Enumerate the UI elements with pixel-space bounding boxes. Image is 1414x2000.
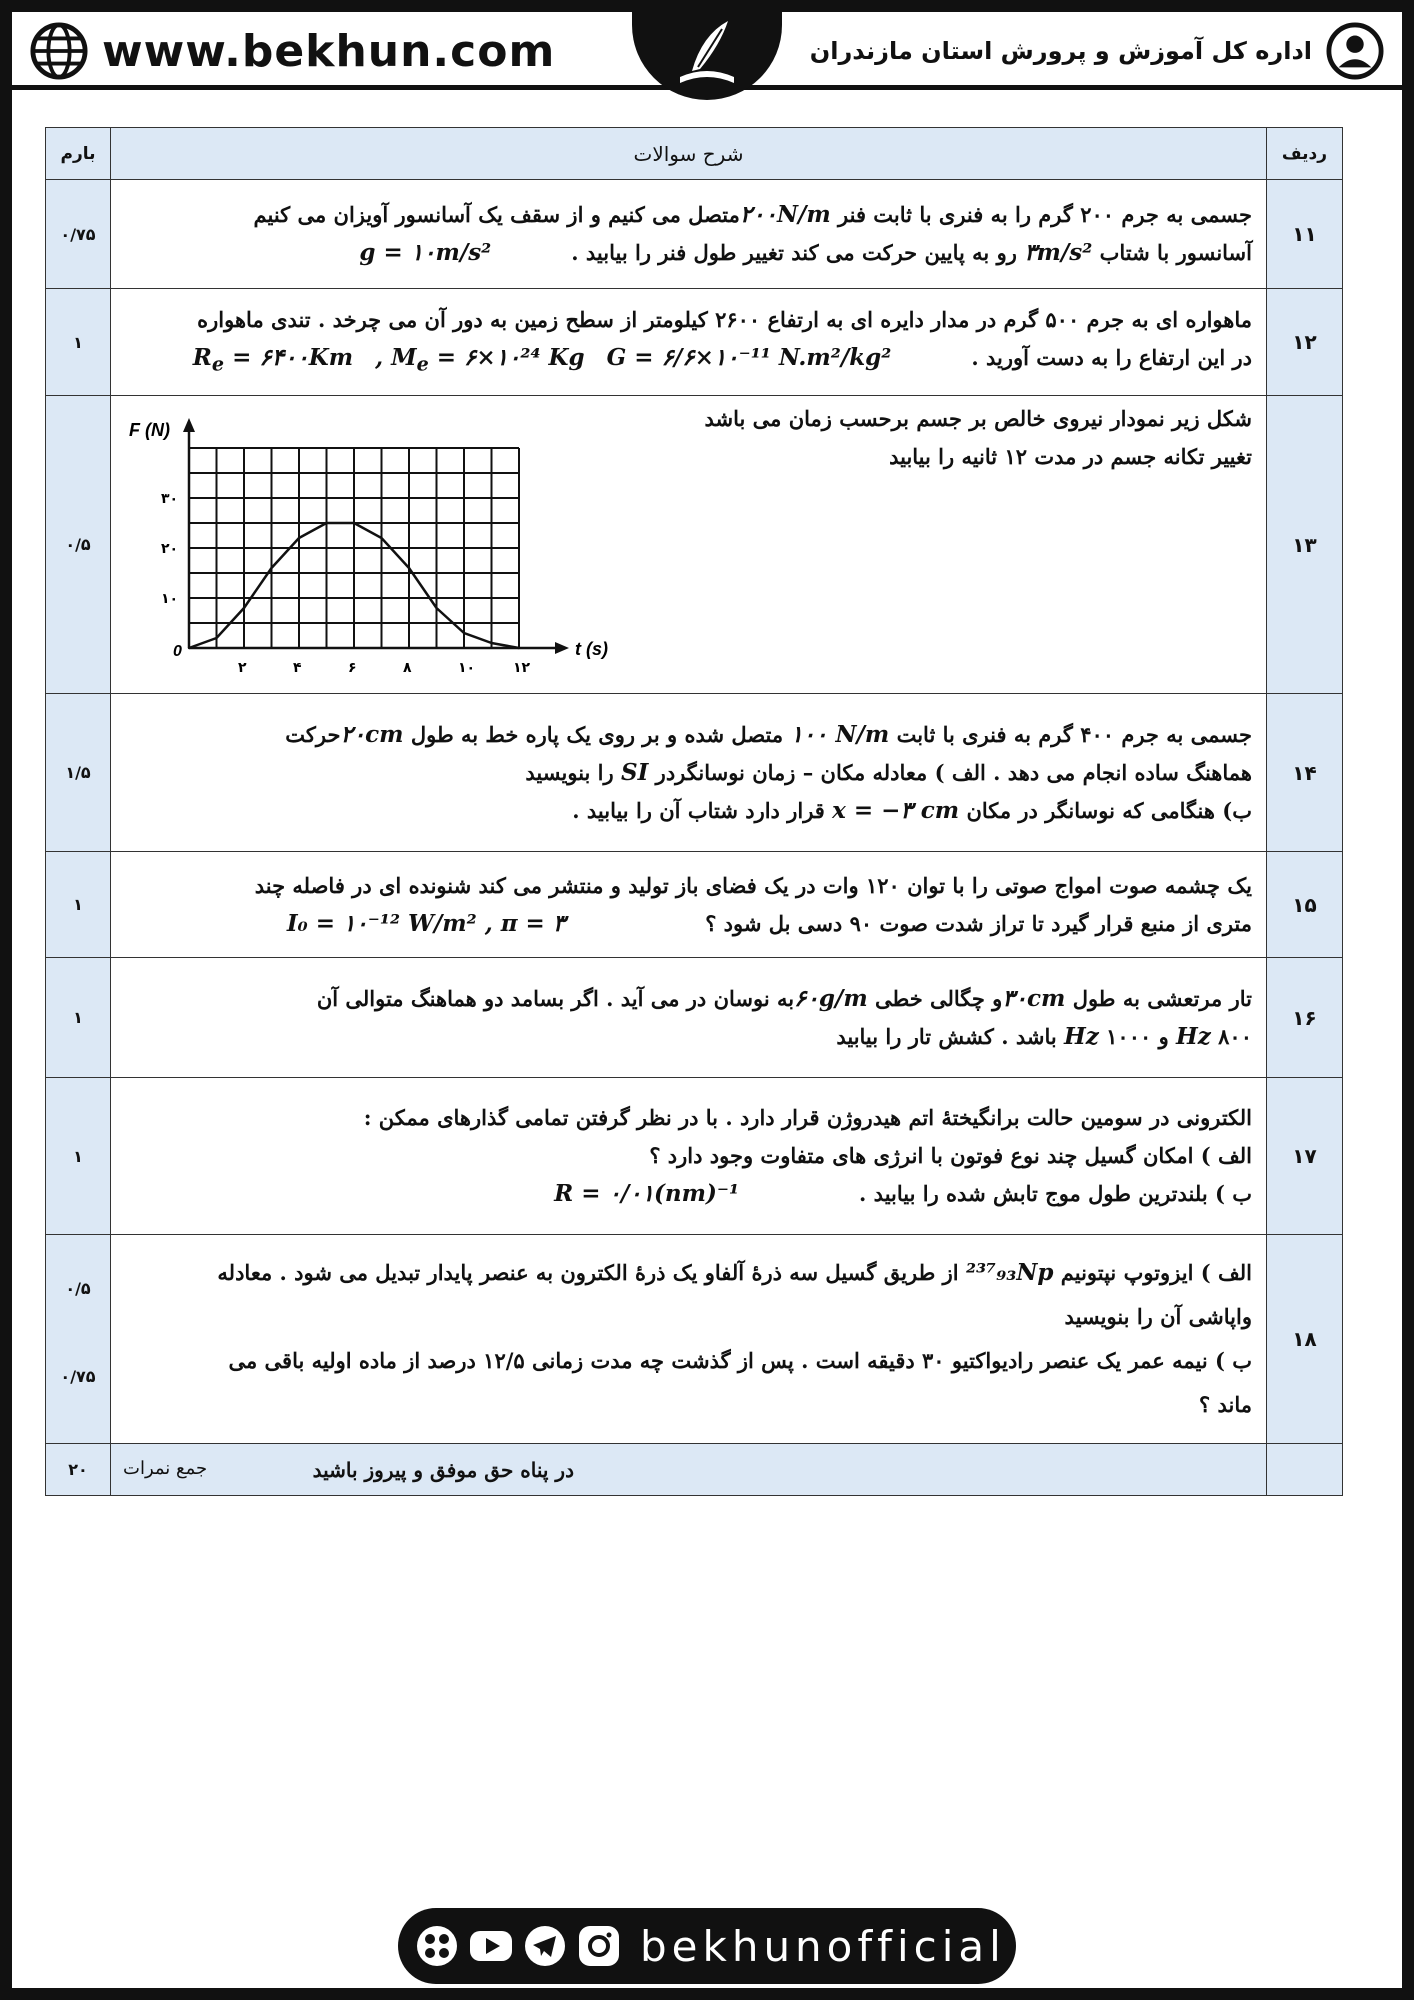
data-point xyxy=(353,522,355,524)
question-text: یک چشمه صوت امواج صوتی را با توان ۱۲۰ وات در یک فضای باز تولید و منتشر می کند شنونده ای در فاصله چند متری از منبع قرار گیرد تا تراز شدت صوت ۹۰ دسی بل شود ؟I₀ = ۱۰⁻¹² W/m² , π = ۳ xyxy=(111,852,1267,958)
question-row-11 xyxy=(46,180,1343,289)
question-score: ۰/۵ xyxy=(46,396,111,694)
user-icon xyxy=(1326,22,1384,80)
question-score: ۰/۷۵ xyxy=(46,180,111,289)
question-score: ۱ xyxy=(46,289,111,396)
aparat-icon[interactable] xyxy=(414,1923,460,1969)
x-tick-label: ۶ xyxy=(348,660,357,676)
score-part-b: ۰/۷۵ xyxy=(60,1367,96,1386)
question-number: ۱۶ xyxy=(1267,958,1343,1078)
question-text: الف ) ایزوتوپ نپتونیم ²³⁷₉₃Np از طریق گسیل سه ذرهٔ آلفاو یک ذرهٔ الکترون به عنصر پایدار تبدیل می شود . معادله واپاشی آن را بنویسید ب ) نیمه عمر یک عنصر رادیواکتیو ۳۰ دقیقه است . پس از گذشت چه مدت زمانی ۱۲/۵ درصد از ماده اولیه باقی می ماند ؟ xyxy=(111,1235,1267,1444)
question-score: ۱ xyxy=(46,1078,111,1235)
col-header-score: بارم xyxy=(46,128,111,180)
social-handle[interactable]: bekhunofficial xyxy=(640,1921,1006,1971)
total-label: جمع نمرات xyxy=(123,1457,208,1479)
data-point xyxy=(463,632,465,634)
question-score: ۱ xyxy=(46,958,111,1078)
x-tick-label: ۸ xyxy=(403,660,412,676)
question-number: ۱۴ xyxy=(1267,694,1343,852)
x-tick-label: ۲ xyxy=(238,660,247,676)
question-text: جسمی به جرم ۴۰۰ گرم به فنری با ثابت ۱۰۰ N/m متصل شده و بر روی یک پاره خط به طول ۲۰cmحرکت هماهنگ ساده انجام می دهد . الف ) معادله مکان – زمان نوسانگردر SI را بنویسید ب) هنگامی که نوسانگر در مکان x = −۳ cm قرار دارد شتاب آن را بیابید . xyxy=(111,694,1267,852)
y-axis-label: F (N) xyxy=(129,420,170,440)
telegram-icon[interactable] xyxy=(522,1923,568,1969)
x-tick-label: ۱۰ xyxy=(458,660,476,676)
site-link[interactable] xyxy=(30,22,555,80)
total-row xyxy=(46,1444,1343,1496)
instagram-icon[interactable] xyxy=(576,1923,622,1969)
data-point xyxy=(490,642,492,644)
question-number: ۱۷ xyxy=(1267,1078,1343,1235)
question-row-17 xyxy=(46,1078,1343,1235)
org-name: اداره کل آموزش و پرورش استان مازندران xyxy=(809,37,1312,65)
question-text: جسمی به جرم ۲۰۰ گرم را به فنری با ثابت فنر ۲۰۰N/mمتصل می کنیم و از سقف یک آسانسور آویزان می کنیم آسانسور با شتاب ۳m/s² رو به پایین حرکت می کند تغییر طول فنر را بیابید .g = ۱۰m/s² xyxy=(111,180,1267,289)
score-part-a: ۰/۵ xyxy=(65,1279,91,1298)
exam-table xyxy=(45,127,1343,1496)
data-point xyxy=(518,647,520,649)
total-score: ۲۰ xyxy=(46,1444,111,1496)
x-axis-label: t (s) xyxy=(575,639,608,659)
y-tick-label: ۲۰ xyxy=(161,541,179,557)
data-point xyxy=(270,567,272,569)
data-point xyxy=(243,607,245,609)
youtube-icon[interactable] xyxy=(468,1923,514,1969)
data-point xyxy=(435,607,437,609)
total-row-text xyxy=(111,1444,1267,1496)
book-feather-icon xyxy=(662,15,752,95)
x-tick-label: ۴ xyxy=(293,660,302,676)
question-row-12 xyxy=(46,289,1343,396)
question-score: ۱/۵ xyxy=(46,694,111,852)
origin-label: 0 xyxy=(173,643,182,660)
data-point xyxy=(188,647,190,649)
table-header-row xyxy=(46,128,1343,180)
question-score: ۱ xyxy=(46,852,111,958)
header xyxy=(12,12,1402,90)
site-url[interactable]: www.bekhun.com xyxy=(102,25,556,77)
col-header-desc: شرح سوالات xyxy=(111,128,1267,180)
x-axis-arrow xyxy=(555,642,569,654)
question-row-16 xyxy=(46,958,1343,1078)
question-text: ماهواره ای به جرم ۵۰۰ گرم در مدار دایره ای به ارتفاع ۲۶۰۰ کیلومتر از سطح زمین به دور آن می چرخد . تندی ماهواره در این ارتفاع را به دست آورید .G = ۶/۶×۱۰⁻¹¹ N.m²/kg² , $M_e$ = ۶×۱۰²⁴ Kg $R_e$ = ۶۴۰۰Km xyxy=(111,289,1267,396)
org-block xyxy=(810,22,1384,80)
question-number: ۱۵ xyxy=(1267,852,1343,958)
question-number: ۱۲ xyxy=(1267,289,1343,396)
y-tick-label: ۱۰ xyxy=(161,591,179,607)
brand-logo xyxy=(632,10,782,100)
data-point xyxy=(215,637,217,639)
question-row-18 xyxy=(46,1235,1343,1444)
y-tick-label: ۳۰ xyxy=(161,491,179,507)
data-point xyxy=(325,522,327,524)
question-row-13 xyxy=(46,396,1343,694)
force-time-chart xyxy=(119,410,619,678)
data-point xyxy=(298,537,300,539)
question-number: ۱۸ xyxy=(1267,1235,1343,1444)
wish-text: در پناه حق موفق و پیروز باشید xyxy=(312,1457,574,1482)
x-tick-label: ۱۲ xyxy=(513,660,531,676)
data-point xyxy=(380,537,382,539)
globe-icon xyxy=(30,22,88,80)
col-header-num: ردیف xyxy=(1267,128,1343,180)
data-point xyxy=(408,567,410,569)
total-row-empty xyxy=(1267,1444,1343,1496)
question-text: تار مرتعشی به طول ۳۰cmو چگالی خطی ۶۰g/mبه نوسان در می آید . اگر بسامد دو هماهنگ متوالی آن ۸۰۰ Hz و ۱۰۰۰ Hz باشد . کشش تار را بیابید xyxy=(111,958,1267,1078)
question-row-15 xyxy=(46,852,1343,958)
social-bar xyxy=(398,1908,1016,1984)
question-number: ۱۳ xyxy=(1267,396,1343,694)
question-number: ۱۱ xyxy=(1267,180,1343,289)
question-row-14 xyxy=(46,694,1343,852)
question-text: الکترونی در سومین حالت برانگیختهٔ اتم هیدروژن قرار دارد . با در نظر گرفتن تمامی گذارهای ممکن : الف ) امکان گسیل چند نوع فوتون با انرژی های متفاوت وجود دارد ؟ ب ) بلندترین طول موج تابش شده را بیابید .R = ۰/۰۱(nm)⁻¹ xyxy=(111,1078,1267,1235)
question-text: شکل زیر نمودار نیروی خالص بر جسم برحسب زمان می باشد تغییر تکانه جسم در مدت ۱۲ ثانیه را بیابید F (N) t (s) 0 ۲ ۴ ۶ ۸ ۱۰ ۱۲ ۱۰ ۲۰ ۳۰ xyxy=(111,396,1267,694)
y-axis-arrow xyxy=(183,418,195,432)
question-score xyxy=(46,1235,111,1444)
